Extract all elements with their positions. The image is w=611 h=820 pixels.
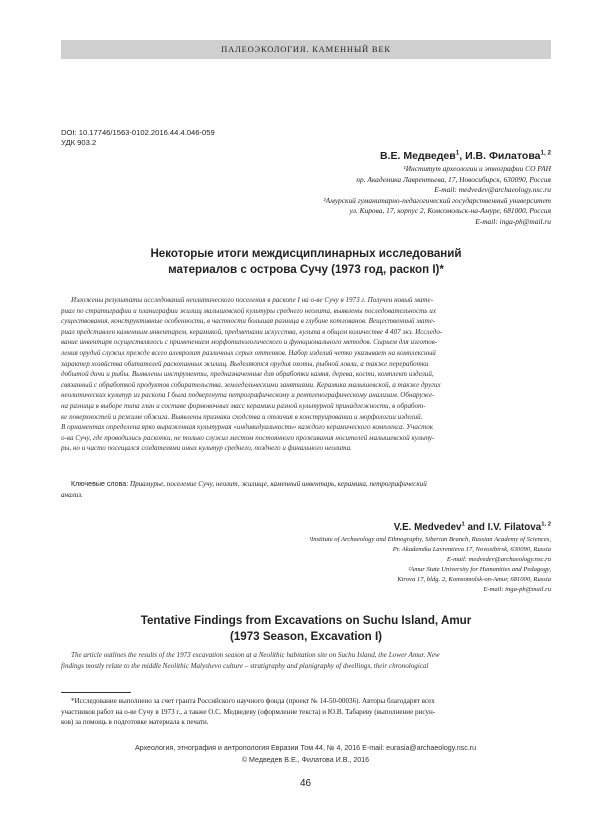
abstract-line: о-ва Сучу, где проводились раскопки, не только служил местом постоянного проживания носителей малышевской культу-	[61, 433, 435, 442]
keywords-line	[61, 479, 551, 490]
keywords-ru	[61, 479, 551, 500]
abstract-line: риал по стратиграфии и планиграфии жилищ малышевской культуры среднего неолита, выявлены последовательность их	[61, 306, 436, 315]
copyright: © Медведев В.Е., Филатова И.В., 2016	[241, 756, 370, 764]
author-name-1: V.E. Medvedev	[393, 522, 462, 533]
journal-info: Археология, этнография и антропология Евразии Том 44, № 4, 2016 E-mail: eurasia@archaeology.nsc.ru	[134, 744, 477, 752]
abstract-line: существования, конструктивные особенности, в частности большая разница в глубине котлованов. Вещественный мате-	[61, 317, 436, 326]
author-separator: ,	[459, 150, 466, 162]
affiliation-email: E-mail: medvedev@archaeology.nsc.ru	[434, 185, 551, 194]
author-sup-1: 1	[455, 149, 460, 157]
affiliation-line: пр. Академика Лаврентьева, 17, Новосибирск, 630090, Россия	[356, 174, 551, 184]
section-header-title: ПАЛЕОЭКОЛОГИЯ. КАМЕННЫЙ ВЕК	[221, 44, 391, 54]
keywords-text: анализ.	[61, 490, 83, 499]
affiliation-line: ¹Институт археологии и этнографии СО РАН	[403, 164, 551, 173]
abstract-line: ры, но и часто посещался создателями иных культур среднего, позднего и финального неолита.	[61, 444, 352, 453]
authors-en	[394, 522, 551, 533]
affiliation-line: ²Amur State University for Humanities and Pedagogy,	[408, 565, 551, 573]
affiliation-line: ул. Кирова, 17, корпус 2, Комсомольск-на-Амуре, 681000, Россия	[349, 206, 551, 215]
abstract-line: ления орудий служил прежде всего алевролит различных серых оттенков. Набор изделий четко указывает на комплексный	[61, 348, 436, 357]
abstract-ru	[61, 295, 551, 454]
abstract-line: неолитических культур из раскопа I была подвергнута петрографическому и рентгенографическому анализам. Обнаруже-	[61, 391, 435, 400]
abstract-line: добытой дичи и рыбы. Выявлены инструменты, предназначенные для обработки камня, дерева, кости, комплект изделий,	[61, 370, 434, 379]
title-line: материалов с острова Сучу (1973 год, раскоп I)*	[168, 263, 444, 276]
affiliation-email: E-mail: medvedev@archaeology.nsc.ru	[446, 555, 551, 563]
author-name-1: В.Е. Медведев	[380, 150, 456, 162]
affiliation-email: E-mail: inga-ph@mail.ru	[483, 585, 551, 593]
author-name-2: И.В. Филатова	[465, 150, 541, 162]
title-line: (1973 Season, Excavation I)	[229, 630, 383, 643]
article-title-en	[61, 613, 551, 645]
authors-ru	[380, 150, 551, 162]
abstract-line: Изложены результаты исследований неолитического поселения в раскопе I на о-ве Сучу в 1973 г. Получен новый мате-	[71, 296, 434, 304]
section-header-band	[61, 40, 551, 59]
abstract-line: The article outlines the results of the 1973 excavation season at a Neolithic habitation site on Suchu Island, the Lower Amur. New	[71, 651, 440, 659]
abstract-line: findings mostly relate to the middle Neolithic Malyshevo culture – stratigraphy and planigraphy of dwellings, their chronological	[61, 661, 429, 670]
keywords-label: Ключевые слова:	[71, 480, 129, 488]
affiliation-line: ¹Institute of Archaeology and Ethnography, Siberian Branch, Russian Academy of Sciences,	[309, 536, 551, 543]
doi-line: DOI: 10.17746/1563-0102.2016.44.4.046-059	[61, 128, 215, 137]
author-name-2: I.V. Filatova	[487, 522, 542, 533]
author-separator: and	[464, 522, 488, 533]
abstract-line: связанный с обработкой продуктов собирательства, земледельческими занятиями. Керамика малышевской, а также других	[61, 380, 441, 389]
author-sup-2: 1, 2	[540, 149, 551, 157]
footnote-rule	[61, 692, 131, 693]
footnote-line: участников работ на о-ве Сучу в 1973 г., а также О.С. Медведеву (оформление текста) и Ю.В. Табареву (выполнение рисун-	[61, 707, 436, 716]
article-title-ru	[61, 246, 551, 278]
affiliation-ru	[323, 164, 551, 227]
abstract-line: В орнаментах определена ярко выраженная культурная «индивидуальность» каждого керамического комплекса. Участок	[61, 423, 434, 432]
affiliation-line: Kirova 17, bldg. 2, Komsomolsk-on-Amur, 681000, Russia	[397, 575, 551, 583]
doi-block	[61, 128, 215, 148]
abstract-line: риал представлен каменным инвентарем, керамикой, предметами искусства, культа в общем количестве 4 407 экз. Исследо-	[61, 327, 443, 336]
footnote-line: ков) за помощь в подготовке материала к печати.	[61, 718, 209, 727]
title-line: Некоторые итоги междисциплинарных исследований	[150, 247, 462, 260]
abstract-line: вание инвентаря осуществлялось с применением морфотипологического и функционального методов. Сырьем для изготов-	[61, 338, 438, 347]
affiliation-en	[309, 535, 551, 594]
title-line: Tentative Findings from Excavations on Suchu Island, Amur	[140, 614, 472, 627]
affiliation-line: ²Амурский гуманитарно-педагогический государственный университет	[323, 195, 551, 205]
abstract-en	[61, 650, 551, 671]
abstract-line: характер хозяйства обитателей раскопанных жилищ. Выделяются орудия охоты, рыбной ловли, а также переработки	[61, 359, 429, 368]
abstract-line: ке поверхностей и режиме обжига. Выявлены признаки сходства и отличия в конструировании и морфологии изделий.	[61, 412, 423, 421]
footnote	[61, 696, 551, 728]
author-sup-2: 1, 2	[541, 521, 551, 528]
abstract-line: на разница в выборе типа глин и составе формовочных масс керамики разной культурной принадлежности, в обработ-	[61, 401, 426, 410]
author-sup-1: 1	[461, 521, 465, 528]
keywords-text: Приамурье, поселение Сучу, неолит, жилище, каменный инвентарь, керамика, петрографический	[129, 480, 427, 488]
affiliation-email: E-mail: inga-ph@mail.ru	[475, 216, 551, 226]
footnote-line: *Исследование выполнено за счет гранта Российского научного фонда (проект № 14-50-00036). Авторы благодарят всех	[71, 697, 435, 705]
affiliation-line: Pr. Akademika Lavrentieva 17, Novosibirsk, 630090, Russia	[392, 545, 551, 553]
udk-line: УДК 903.2	[61, 138, 97, 147]
page-number: 46	[299, 778, 312, 789]
